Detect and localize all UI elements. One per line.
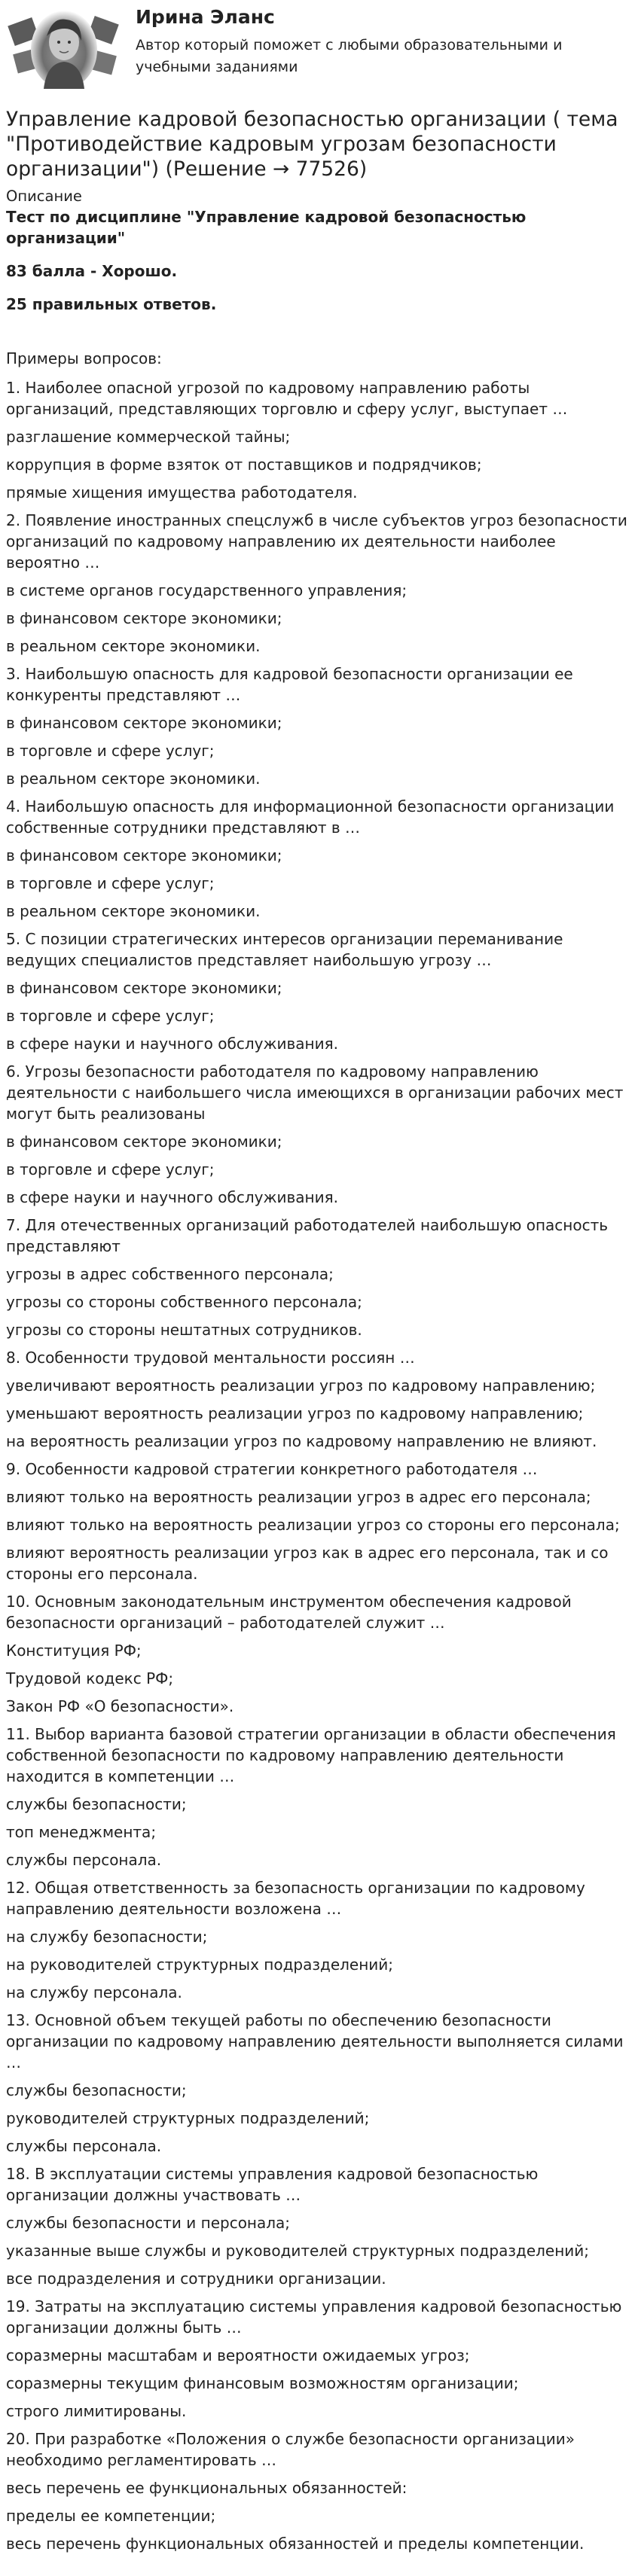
answer-option: в реальном секторе экономики. xyxy=(6,902,261,920)
answer-option: службы безопасности; xyxy=(6,2081,187,2099)
answer-option: топ менеджмента; xyxy=(6,1823,157,1841)
question-text: 20. При разработке «Положения о службе безопасности организации» необходимо регламентировать … xyxy=(6,2430,575,2469)
question-text: 2. Появление иностранных спецслужб в числе субъектов угроз безопасности организаций по кадровому направлению их деятельности наиболее вероятно … xyxy=(6,511,627,572)
answer-option: руководителей структурных подразделений; xyxy=(6,2109,370,2127)
answer-option: весь перечень ее функциональных обязанностей: xyxy=(6,2479,408,2497)
author-card xyxy=(0,0,638,96)
answer-option: в сфере науки и научного обслуживания. xyxy=(6,1188,338,1206)
answer-option: в торговле и сфере услуг; xyxy=(6,874,215,892)
score-text: 83 балла - Хорошо. xyxy=(6,262,178,280)
answer-option: прямые хищения имущества работодателя. xyxy=(6,483,358,501)
answer-option: строго лимитированы. xyxy=(6,2402,187,2420)
question-text: 3. Наибольшую опасность для кадровой безопасности организации ее конкуренты представляют … xyxy=(6,665,573,704)
question-text: 7. Для отечественных организаций работодателей наибольшую опасность представляют xyxy=(6,1216,609,1255)
answer-option: весь перечень функциональных обязанностей и пределы компетенции. xyxy=(6,2535,585,2553)
question-text: 13. Основной объем текущей работы по обеспечению безопасности организации по кадровому направлению деятельности выполняется силами … xyxy=(6,2011,624,2071)
answer-option: в финансовом секторе экономики; xyxy=(6,609,282,627)
answer-option: уменьшают вероятность реализации угроз по кадровому направлению; xyxy=(6,1404,584,1422)
answer-option: соразмерны текущим финансовым возможностям организации; xyxy=(6,2374,519,2392)
answer-option: влияют только на вероятность реализации угроз со стороны его персонала; xyxy=(6,1516,620,1534)
answer-option: в финансовом секторе экономики; xyxy=(6,846,282,864)
answer-option: в финансовом секторе экономики; xyxy=(6,1133,282,1151)
author-description: Автор который поможет с любыми образовательными и учебными заданиями xyxy=(136,37,563,75)
answer-option: Трудовой кодекс РФ; xyxy=(6,1669,174,1687)
answer-option: службы безопасности; xyxy=(6,1795,187,1813)
question-text: 5. С позиции стратегических интересов организации переманивание ведущих специалистов представляет наибольшую угрозу … xyxy=(6,930,563,969)
answer-option: указанные выше службы и руководителей структурных подразделений; xyxy=(6,2242,590,2260)
answer-option: в сфере науки и научного обслуживания. xyxy=(6,1035,338,1053)
answer-option: соразмерны масштабам и вероятности ожидаемых угроз; xyxy=(6,2346,470,2364)
answer-option: угрозы со стороны собственного персонала; xyxy=(6,1293,362,1311)
question-text: 19. Затраты на эксплуатацию системы управления кадровой безопасностью организации должны быть … xyxy=(6,2297,622,2337)
answer-option: службы персонала. xyxy=(6,1851,162,1869)
answer-option: в системе органов государственного управления; xyxy=(6,581,408,599)
description-label: Описание xyxy=(6,187,82,205)
author-name[interactable]: Ирина Эланс xyxy=(136,6,275,28)
answer-option: влияют вероятность реализации угроз как в адрес его персонала, так и со стороны его персонала. xyxy=(6,1544,609,1583)
answer-option: Закон РФ «О безопасности». xyxy=(6,1697,234,1715)
answer-option: угрозы в адрес собственного персонала; xyxy=(6,1265,334,1283)
examples-label: Примеры вопросов: xyxy=(6,349,162,367)
question-text: 8. Особенности трудовой ментальности россиян … xyxy=(6,1349,415,1367)
answer-option: разглашение коммерческой тайны; xyxy=(6,428,291,446)
answer-option: в торговле и сфере услуг; xyxy=(6,742,215,760)
answer-option: службы безопасности и персонала; xyxy=(6,2214,291,2232)
answer-option: на службу безопасности; xyxy=(6,1928,208,1946)
answer-option: Конституция РФ; xyxy=(6,1642,142,1660)
question-text: 9. Особенности кадровой стратегии конкретного работодателя … xyxy=(6,1460,538,1478)
question-text: 12. Общая ответственность за безопасность организации по кадровому направлению деятельности возложена … xyxy=(6,1879,585,1918)
answer-option: в торговле и сфере услуг; xyxy=(6,1160,215,1178)
questions-list xyxy=(6,375,630,2559)
author-avatar-image[interactable] xyxy=(8,6,121,93)
answer-option: все подразделения и сотрудники организации. xyxy=(6,2270,386,2288)
answer-option: на вероятность реализации угроз по кадровому направлению не влияют. xyxy=(6,1432,597,1450)
answer-option: на службу персонала. xyxy=(6,1983,182,2001)
correct-answers-text: 25 правильных ответов. xyxy=(6,295,217,313)
answer-option: на руководителей структурных подразделений; xyxy=(6,1956,394,1974)
answer-option: пределы ее компетенции; xyxy=(6,2507,216,2525)
question-text: 10. Основным законодательным инструментом обеспечения кадровой безопасности организаций – работодателей служит … xyxy=(6,1593,572,1632)
question-text: 18. В эксплуатации системы управления кадровой безопасностью организации должны участвовать … xyxy=(6,2165,539,2204)
answer-option: в финансовом секторе экономики; xyxy=(6,714,282,732)
page-title: Управление кадровой безопасностью организации ( тема "Противодействие кадровым угрозам безопасности организации") (Решение → 77526) xyxy=(6,108,618,181)
answer-option: в торговле и сфере услуг; xyxy=(6,1007,215,1025)
answer-option: службы персонала. xyxy=(6,2137,162,2155)
answer-option: в финансовом секторе экономики; xyxy=(6,979,282,997)
answer-option: угрозы со стороны нештатных сотрудников. xyxy=(6,1321,362,1339)
answer-option: коррупция в форме взяток от поставщиков и подрядчиков; xyxy=(6,456,482,474)
question-text: 4. Наибольшую опасность для информационной безопасности организации собственные сотрудники представляют в … xyxy=(6,797,615,837)
test-heading: Тест по дисциплине "Управление кадровой безопасностью организации" xyxy=(6,208,527,247)
question-text: 11. Выбор варианта базовой стратегии организации в области обеспечения собственной безопасности по кадровому направлению деятельности находится в компетенции … xyxy=(6,1725,616,1785)
answer-option: увеличивают вероятность реализации угроз по кадровому направлению; xyxy=(6,1376,596,1395)
question-text: 1. Наиболее опасной угрозой по кадровому направлению работы организаций, представляющих торговлю и сферу услуг, выступает … xyxy=(6,379,568,418)
answer-option: в реальном секторе экономики. xyxy=(6,637,261,655)
question-text: 6. Угрозы безопасности работодателя по кадровому направлению деятельности с наибольшего числа имеющихся в организации рабочих мест могут быть реализованы xyxy=(6,1062,624,1123)
answer-option: влияют только на вероятность реализации угроз в адрес его персонала; xyxy=(6,1488,591,1506)
answer-option: в реальном секторе экономики. xyxy=(6,770,261,788)
